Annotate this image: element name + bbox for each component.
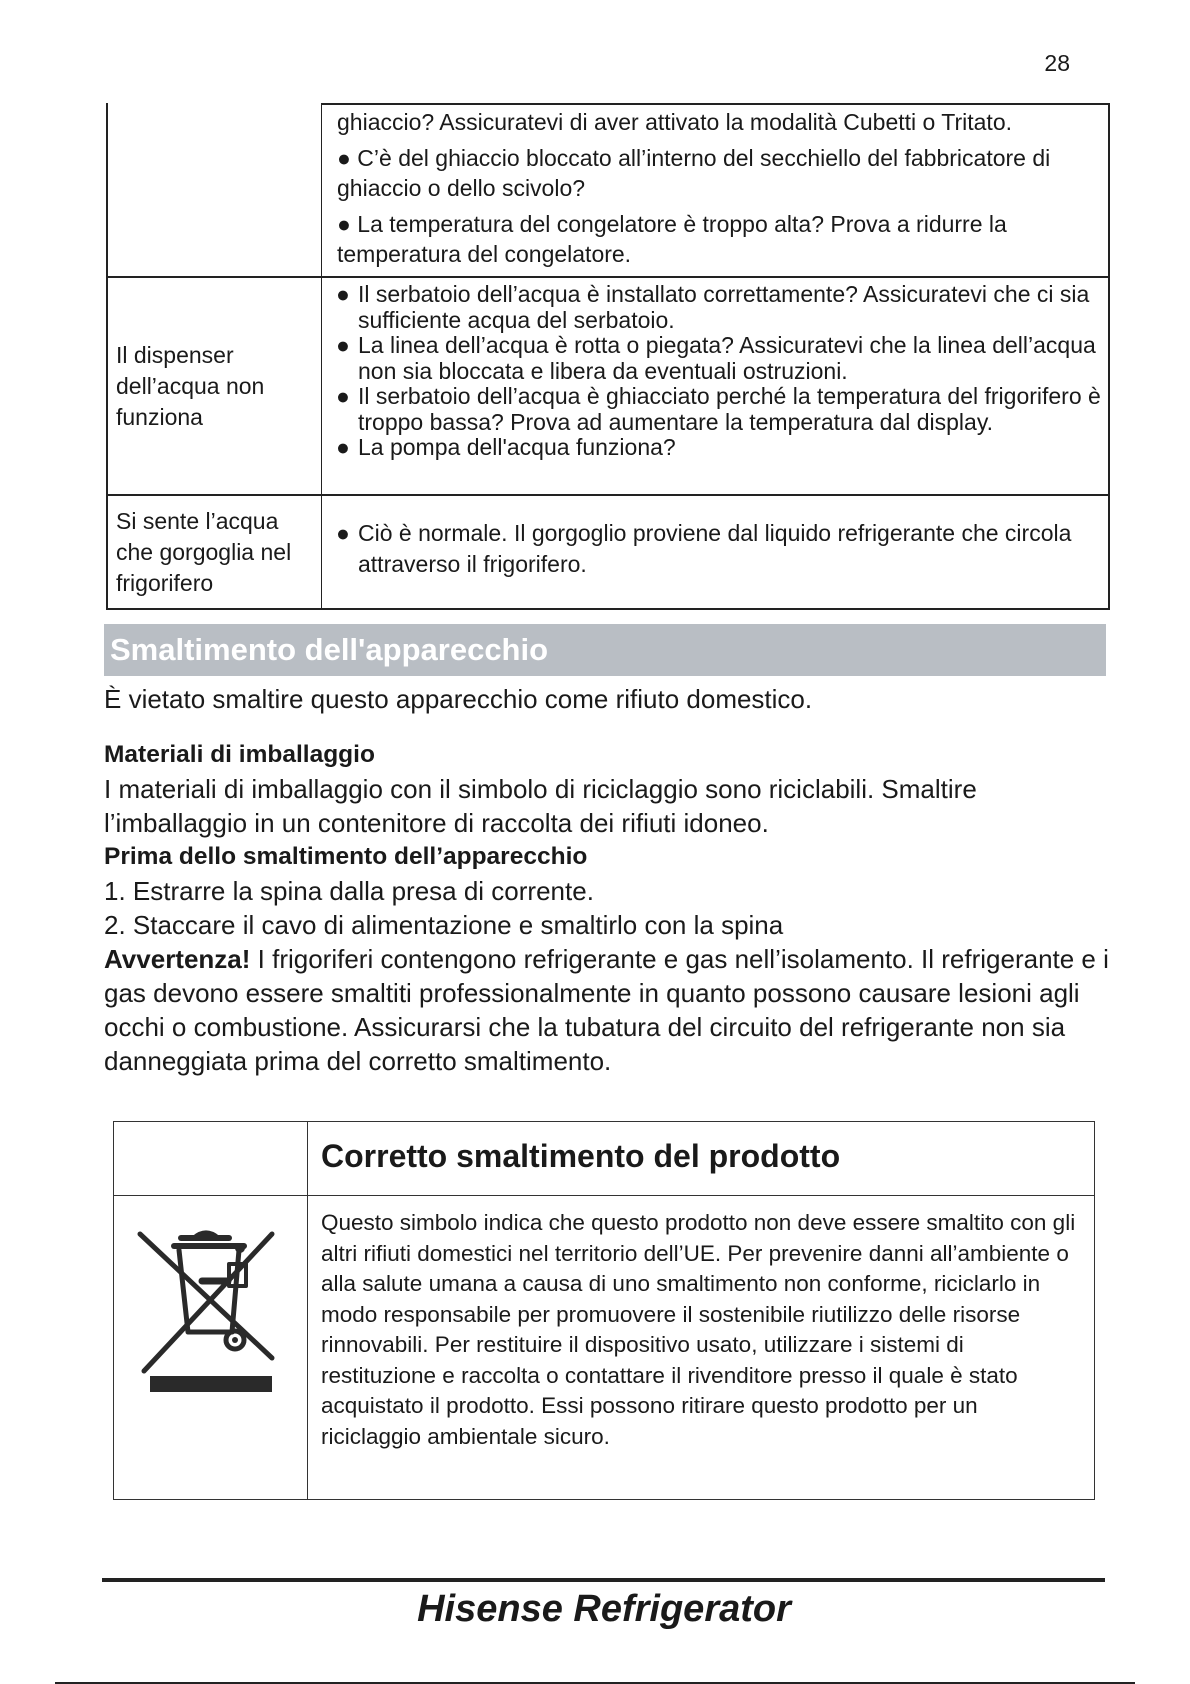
solution-bullet: ● La temperatura del congelatore è troppo alta? Prova a ridurre la temperatura del congelatore. bbox=[337, 211, 1007, 267]
intro-text: È vietato smaltire questo apparecchio come rifiuto domestico. bbox=[104, 684, 813, 714]
solution-bullet: ● Il serbatoio dell’acqua è installato correttamente? Assicuratevi che ci sia sufficiente acqua del serbatoio. bbox=[336, 281, 1090, 333]
solution-cell bbox=[322, 103, 1110, 276]
solution-bullet: ● La pompa dell'acqua funziona? bbox=[336, 434, 676, 460]
solution-cell bbox=[322, 278, 1110, 494]
table-row bbox=[106, 103, 1110, 278]
footer-divider bbox=[102, 1578, 1105, 1582]
before-disposal-heading: Prima dello smaltimento dell’apparecchio bbox=[104, 843, 588, 870]
cause-cell: Il dispenser dell’acqua non funziona bbox=[106, 278, 322, 494]
solution-bullet: ● La linea dell’acqua è rotta o piegata? Assicuratevi che la linea dell’acqua non sia bloccata e libera da eventuali ostruzioni. bbox=[336, 332, 1096, 384]
disposal-step: 1. Estrarre la spina dalla presa di corrente. bbox=[104, 876, 594, 906]
correct-disposal-description: Questo simbolo indica che questo prodotto non deve essere smaltito con gli altri rifiuti domestici nel territorio dell’UE. Per prevenire danni all’ambiente o alla salute umana a causa di uno smaltimento non conforme, riciclarlo in modo responsabile per promuovere il sostenibile riutilizzo delle risorse rinnovabili. Per restituire il dispositivo usato, utilizzare i sistemi di restituzione e raccolta o contattare il rivenditore presso il quale è stato acquistato il prodotto. Essi possono ritirare questo prodotto per un riciclaggio ambientale sicuro. bbox=[321, 1210, 1076, 1449]
bullet-icon: ● bbox=[336, 520, 350, 546]
cause-cell: Si sente l’acqua che gorgoglia nel frigorifero bbox=[106, 496, 322, 608]
bullet-icon: ● bbox=[336, 434, 350, 460]
table-row bbox=[106, 496, 1110, 610]
warning-paragraph bbox=[104, 942, 1114, 1078]
cause-cell bbox=[106, 103, 322, 276]
bullet-icon: ● bbox=[336, 281, 350, 307]
solution-bullet: ● Il serbatoio dell’acqua è ghiacciato perché la temperatura del frigorifero è troppo bassa? Prova ad aumentare la temperatura dal display. bbox=[336, 383, 1101, 435]
bullet-icon: ● bbox=[337, 211, 358, 237]
correct-disposal-table bbox=[113, 1121, 1095, 1500]
disposal-instructions bbox=[104, 738, 1114, 1078]
section-title: Smaltimento dell'apparecchio bbox=[104, 624, 1106, 676]
page-number: 28 bbox=[1044, 50, 1070, 76]
packaging-text: I materiali di imballaggio con il simbolo di riciclaggio sono riciclabili. Smaltire l’imballaggio in un contenitore di raccolta dei rifiuti idoneo. bbox=[104, 774, 977, 838]
solution-bullet: ● C’è del ghiaccio bloccato all’interno del secchiello del fabbricatore di ghiaccio o dello scivolo? bbox=[337, 145, 1051, 201]
bullet-icon: ● bbox=[336, 332, 350, 358]
bullet-icon: ● bbox=[337, 145, 358, 171]
warning-label: Avvertenza! bbox=[104, 944, 251, 974]
disposal-step: 2. Staccare il cavo di alimentazione e smaltirlo con la spina bbox=[104, 910, 784, 940]
footer-brand: Hisense Refrigerator bbox=[417, 1588, 791, 1630]
troubleshooting-table bbox=[106, 103, 1110, 604]
bullet-icon: ● bbox=[336, 383, 350, 409]
correct-disposal-title: Corretto smaltimento del prodotto bbox=[321, 1138, 841, 1174]
warning-text: I frigoriferi contengono refrigerante e gas nell’isolamento. Il refrigerante e i gas devono essere smaltiti professionalmente in quanto possono causare lesioni agli occhi o combustione. Assicurarsi che la tubatura del circuito del refrigerante non sia danneggiata prima del corretto smaltimento. bbox=[104, 944, 1109, 1076]
table-row bbox=[106, 278, 1110, 496]
solution-cell bbox=[322, 496, 1110, 608]
solution-continuation: ghiaccio? Assicuratevi di aver attivato la modalità Cubetti o Tritato. bbox=[337, 109, 1013, 135]
solution-bullet: ● Ciò è normale. Il gorgoglio proviene dal liquido refrigerante che circola attraverso il frigorifero. bbox=[336, 520, 1072, 577]
crossed-out-wheelie-bin-icon bbox=[136, 1222, 276, 1392]
packaging-heading: Materiali di imballaggio bbox=[104, 741, 375, 768]
